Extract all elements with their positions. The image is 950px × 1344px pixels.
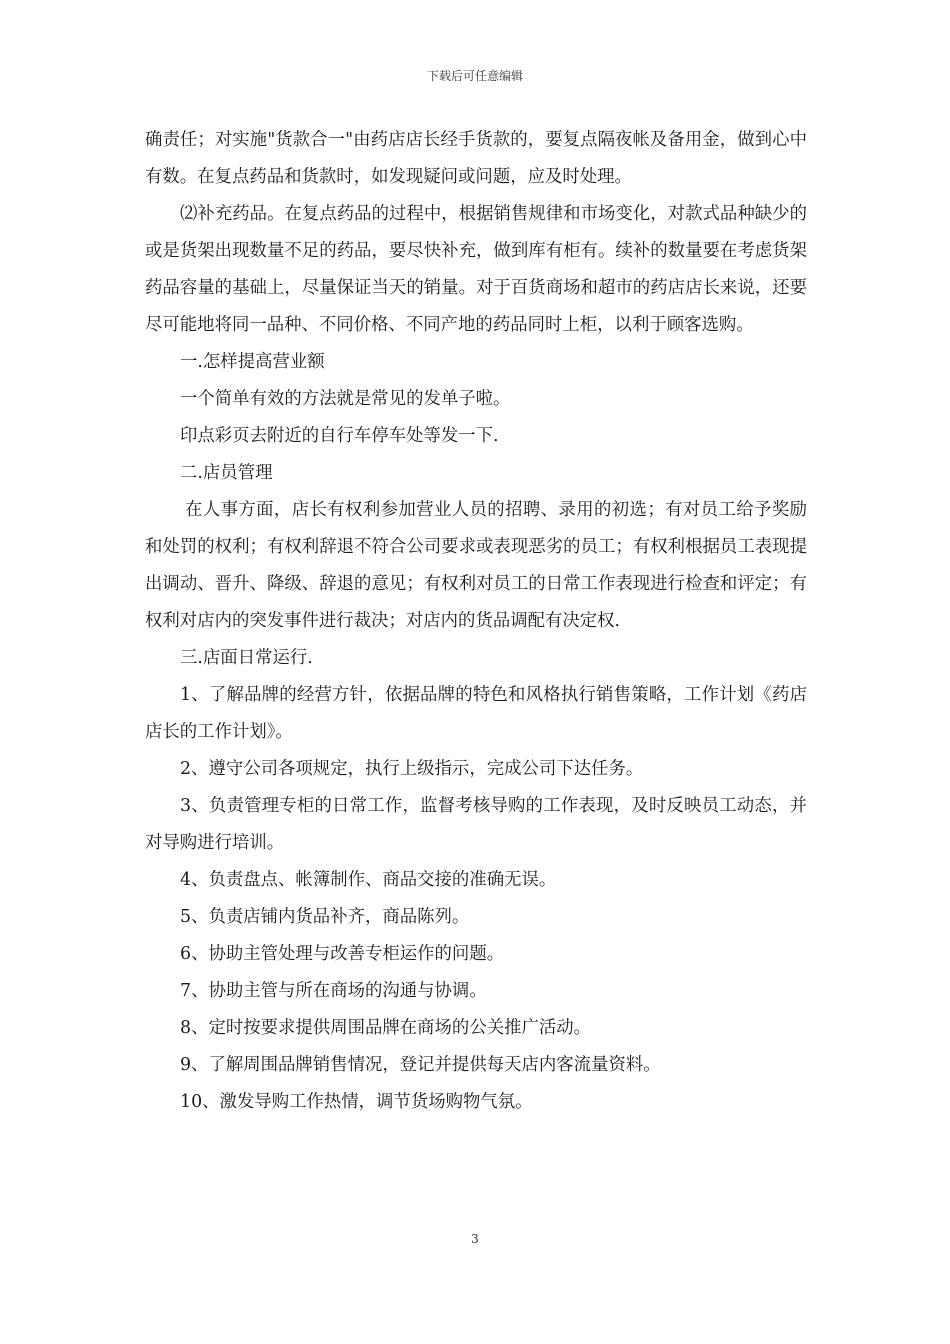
list-item-5: 5、负责店铺内货品补齐，商品陈列。	[180, 907, 470, 927]
paragraph-continuation: 确责任；对实施"货款合一"由药店店长经手货款的，要复点隔夜帐及备用金，做到心中有数。在复点药品和货款时，如发现疑问或问题，应及时处理。	[145, 130, 807, 187]
list-item-1: 1、了解品牌的经营方针，依据品牌的特色和风格执行销售策略，工作计划《药店店长的工作计划》。	[145, 685, 807, 742]
list-item-4: 4、负责盘点、帐簿制作、商品交接的准确无误。	[180, 870, 557, 890]
paragraph-color-pages: 印点彩页去附近的自行车停车处等发一下.	[180, 426, 499, 446]
paragraph-restock: ⑵补充药品。在复点药品的过程中，根据销售规律和市场变化，对款式品种缺少的或是货架出现数量不足的药品，要尽快补充，做到库有柜有。续补的数量要在考虑货架药品容量的基础上，尽量保证当天的销量。对于百货商场和超市的药店店长来说，还要尽可能地将同一品种、不同价格、不同产地的药品同时上柜，以利于顾客选购。	[145, 204, 807, 335]
heading-daily-operation: 三.店面日常运行.	[180, 648, 313, 668]
heading-staff-management: 二.店员管理	[180, 463, 273, 483]
list-item-3: 3、负责管理专柜的日常工作，监督考核导购的工作表现，及时反映员工动态，并对导购进行培训。	[145, 796, 807, 853]
paragraph-flyers: 一个简单有效的方法就是常见的发单子啦。	[180, 389, 511, 409]
list-item-2: 2、遵守公司各项规定，执行上级指示，完成公司下达任务。	[180, 759, 644, 779]
list-item-10: 10、激发导购工作热情，调节货场购物气氛。	[180, 1092, 533, 1112]
list-item-7: 7、协助主管与所在商场的沟通与协调。	[180, 981, 487, 1001]
paragraph-personnel: 在人事方面，店长有权利参加营业人员的招聘、录用的初选；有对员工给予奖励和处罚的权利；有权利辞退不符合公司要求或表现恶劣的员工；有权利根据员工表现提出调动、晋升、降级、辞退的意见；有权利对员工的日常工作表现进行检查和评定；有权利对店内的突发事件进行裁决；对店内的货品调配有决定权.	[145, 500, 807, 631]
page-header: 下载后可任意编辑	[426, 69, 523, 83]
page-number: 3	[471, 1232, 479, 1246]
list-item-9: 9、了解周围品牌销售情况，登记并提供每天店内客流量资料。	[180, 1055, 661, 1075]
heading-revenue: 一.怎样提高营业额	[180, 352, 325, 372]
document-body	[145, 122, 807, 1121]
list-item-6: 6、协助主管处理与改善专柜运作的问题。	[180, 944, 505, 964]
list-item-8: 8、定时按要求提供周围品牌在商场的公关推广活动。	[180, 1018, 592, 1038]
